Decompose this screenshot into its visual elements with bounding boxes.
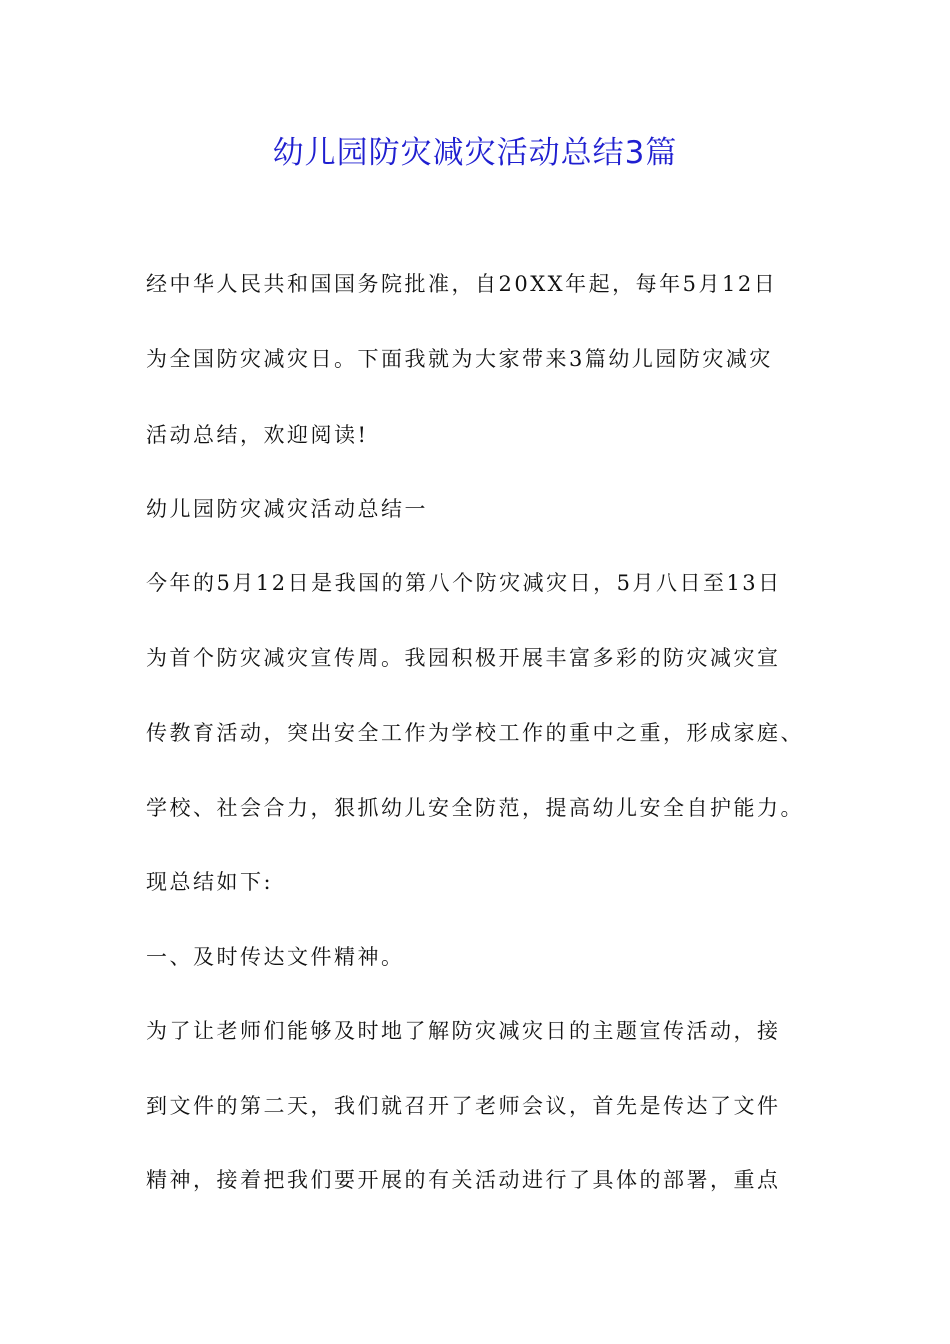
document-title: 幼儿园防灾减灾活动总结3篇 bbox=[272, 135, 678, 171]
subsection-heading: 一、及时传达文件精神。 bbox=[146, 945, 405, 969]
paragraph-line: 为全国防灾减灾日。下面我就为大家带来3篇幼儿园防灾减灾 bbox=[146, 347, 773, 371]
paragraph-line: 传教育活动，突出安全工作为学校工作的重中之重，形成家庭、 bbox=[146, 721, 804, 745]
paragraph-line: 为了让老师们能够及时地了解防灾减灾日的主题宣传活动，接 bbox=[146, 1019, 781, 1043]
paragraph-line: 今年的5月12日是我国的第八个防灾减灾日，5月八日至13日 bbox=[146, 571, 782, 595]
paragraph-line: 现总结如下: bbox=[146, 870, 274, 894]
paragraph-line: 到文件的第二天，我们就召开了老师会议，首先是传达了文件 bbox=[146, 1094, 781, 1118]
section-heading: 幼儿园防灾减灾活动总结一 bbox=[146, 497, 428, 521]
paragraph-line: 活动总结，欢迎阅读! bbox=[146, 423, 369, 447]
paragraph-line: 学校、社会合力，狠抓幼儿安全防范，提高幼儿安全自护能力。 bbox=[146, 796, 804, 820]
paragraph-line: 为首个防灾减灾宣传周。我园积极开展丰富多彩的防灾减灾宣 bbox=[146, 646, 781, 670]
paragraph-line: 精神，接着把我们要开展的有关活动进行了具体的部署，重点 bbox=[146, 1168, 781, 1192]
paragraph-line: 经中华人民共和国国务院批准，自20XX年起，每年5月12日 bbox=[146, 272, 778, 296]
